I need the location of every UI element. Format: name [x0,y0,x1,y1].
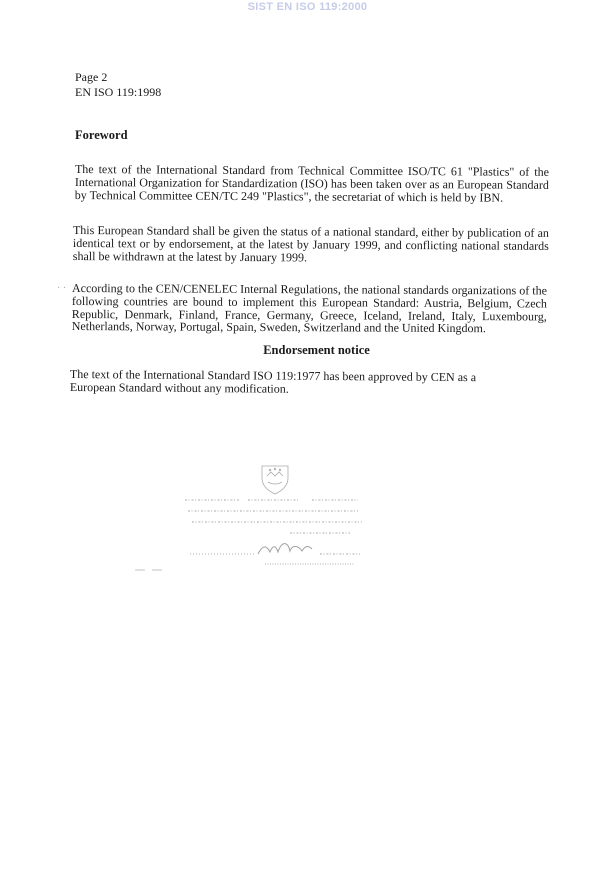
signature [258,544,312,554]
foreword-paragraph-3: According to the CEN/CENELEC Internal Regulations, the national standards organizations of the following countries are bound to implement this European Standard: Austria, Belgium, Czech Republic, Denmark, Finland, France, Germany, Greece, Iceland, Ireland, Italy, Luxembourg, Netherlands, Norway, Portugal, Spain, Sweden, Switzerland and the United Kingdom. [71,281,547,336]
endorsement-heading: Endorsement notice [263,343,370,357]
page-number: Page 2 [75,70,108,84]
official-stamp [130,462,370,582]
page-header [75,70,161,99]
stamp-graphic [130,462,370,582]
margin-mark: · · [57,283,67,294]
foreword-paragraph-1: The text of the International Standard from Technical Committee ISO/TC 61 "Plastics" of the International Organization for Standardization (ISO) has been taken over as an European Standard by Technical Committee CEN/TC 249 "Plastics", the secretariat of which is held by IBN. [74,162,549,205]
coat-of-arms-icon [262,466,288,494]
foreword-heading: Foreword [75,128,128,142]
document-id: EN ISO 119:1998 [75,84,162,99]
foreword-paragraph-2: This European Standard shall be given the status of a national standard, either by publication of an identical text or by endorsement, at the latest by January 1999, and conflicting national standards shall be withdrawn at the latest by January 1999. [72,223,549,265]
watermark: SIST EN ISO 119:2000 [247,1,368,13]
endorsement-text: The text of the International Standard ISO 119:1977 has been approved by CEN as a European Standard without any modification. [69,367,477,396]
